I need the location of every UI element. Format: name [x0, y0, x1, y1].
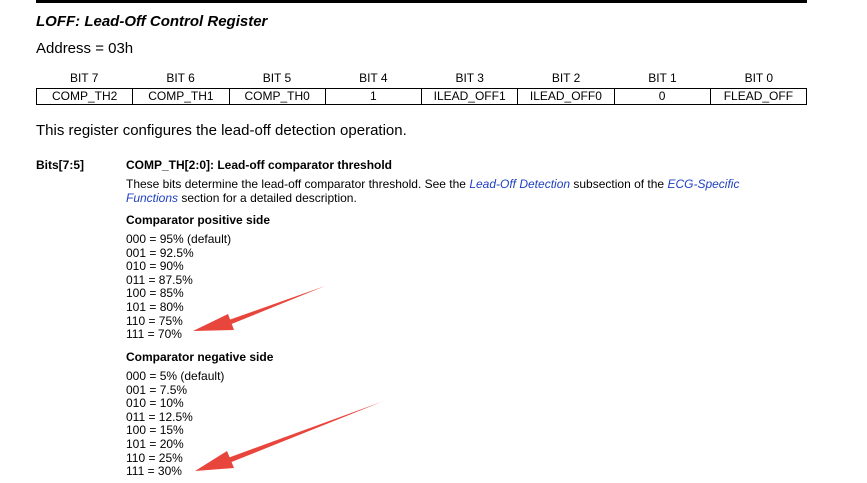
list-item: 010 = 90% — [126, 259, 184, 274]
list-item: 100 = 85% — [126, 286, 184, 301]
field-name: COMP_TH[2:0]: Lead-off comparator threshold — [126, 158, 393, 172]
bit-header: BIT 3 — [455, 71, 484, 85]
bit-cell: FLEAD_OFF — [723, 89, 794, 103]
bit-cell: ILEAD_OFF0 — [518, 89, 614, 104]
list-item: 001 = 7.5% — [126, 382, 188, 397]
bit-header: BIT 5 — [262, 71, 292, 85]
list-item: 110 = 25% — [126, 450, 183, 465]
bit-cell: COMP_TH0 — [230, 89, 326, 104]
register-address: Address = 03h — [36, 40, 134, 57]
positive-side-heading: Comparator positive side — [126, 213, 271, 227]
bit-cell: 0 — [615, 89, 711, 104]
bit-cell: COMP_TH1 — [133, 89, 229, 104]
bit-header: BIT 4 — [359, 71, 388, 85]
desc-text: subsection of the — [570, 177, 668, 191]
bit-header: BIT 0 — [744, 71, 774, 85]
bit-header: BIT 6 — [166, 71, 195, 85]
list-item: 100 = 15% — [126, 423, 184, 438]
lead-off-detection-link[interactable]: Lead-Off Detection — [469, 177, 571, 191]
arrow-to-70-percent — [193, 286, 325, 331]
ecg-specific-functions-link[interactable]: ECG-Specific Functions — [126, 177, 740, 205]
list-item: 000 = 5% (default) — [126, 369, 225, 383]
negative-side-heading: Comparator negative side — [126, 350, 274, 364]
bit-header: BIT 2 — [551, 71, 581, 85]
register-description: This register configures the lead-off detection operation. — [36, 122, 407, 139]
bit-header: BIT 1 — [648, 71, 677, 85]
list-item: 110 = 75% — [126, 313, 183, 328]
list-item: 111 = 30% — [126, 464, 182, 479]
list-item: 011 = 87.5% — [126, 272, 193, 287]
list-item: 111 = 70% — [126, 327, 182, 342]
list-item: 000 = 95% (default) — [126, 232, 232, 246]
list-item: 001 = 92.5% — [126, 245, 194, 260]
bit-header: BIT 7 — [69, 71, 99, 85]
bit-cell: 1 — [326, 89, 422, 104]
desc-text: section for a detailed description. — [178, 190, 357, 205]
bit-cell: COMP_TH2 — [37, 89, 133, 104]
arrow-to-30-percent — [195, 401, 384, 471]
bit-cell: ILEAD_OFF1 — [422, 89, 518, 104]
list-item: 101 = 80% — [126, 299, 184, 314]
list-item: 101 = 20% — [126, 436, 184, 451]
field-bits-label: Bits[7:5] — [36, 158, 85, 172]
register-title: LOFF: Lead-Off Control Register — [36, 13, 268, 30]
list-item: 010 = 10% — [126, 396, 184, 411]
list-item: 011 = 12.5% — [126, 409, 193, 424]
desc-text: These bits determine the lead-off comparator threshold. See the — [126, 177, 470, 191]
